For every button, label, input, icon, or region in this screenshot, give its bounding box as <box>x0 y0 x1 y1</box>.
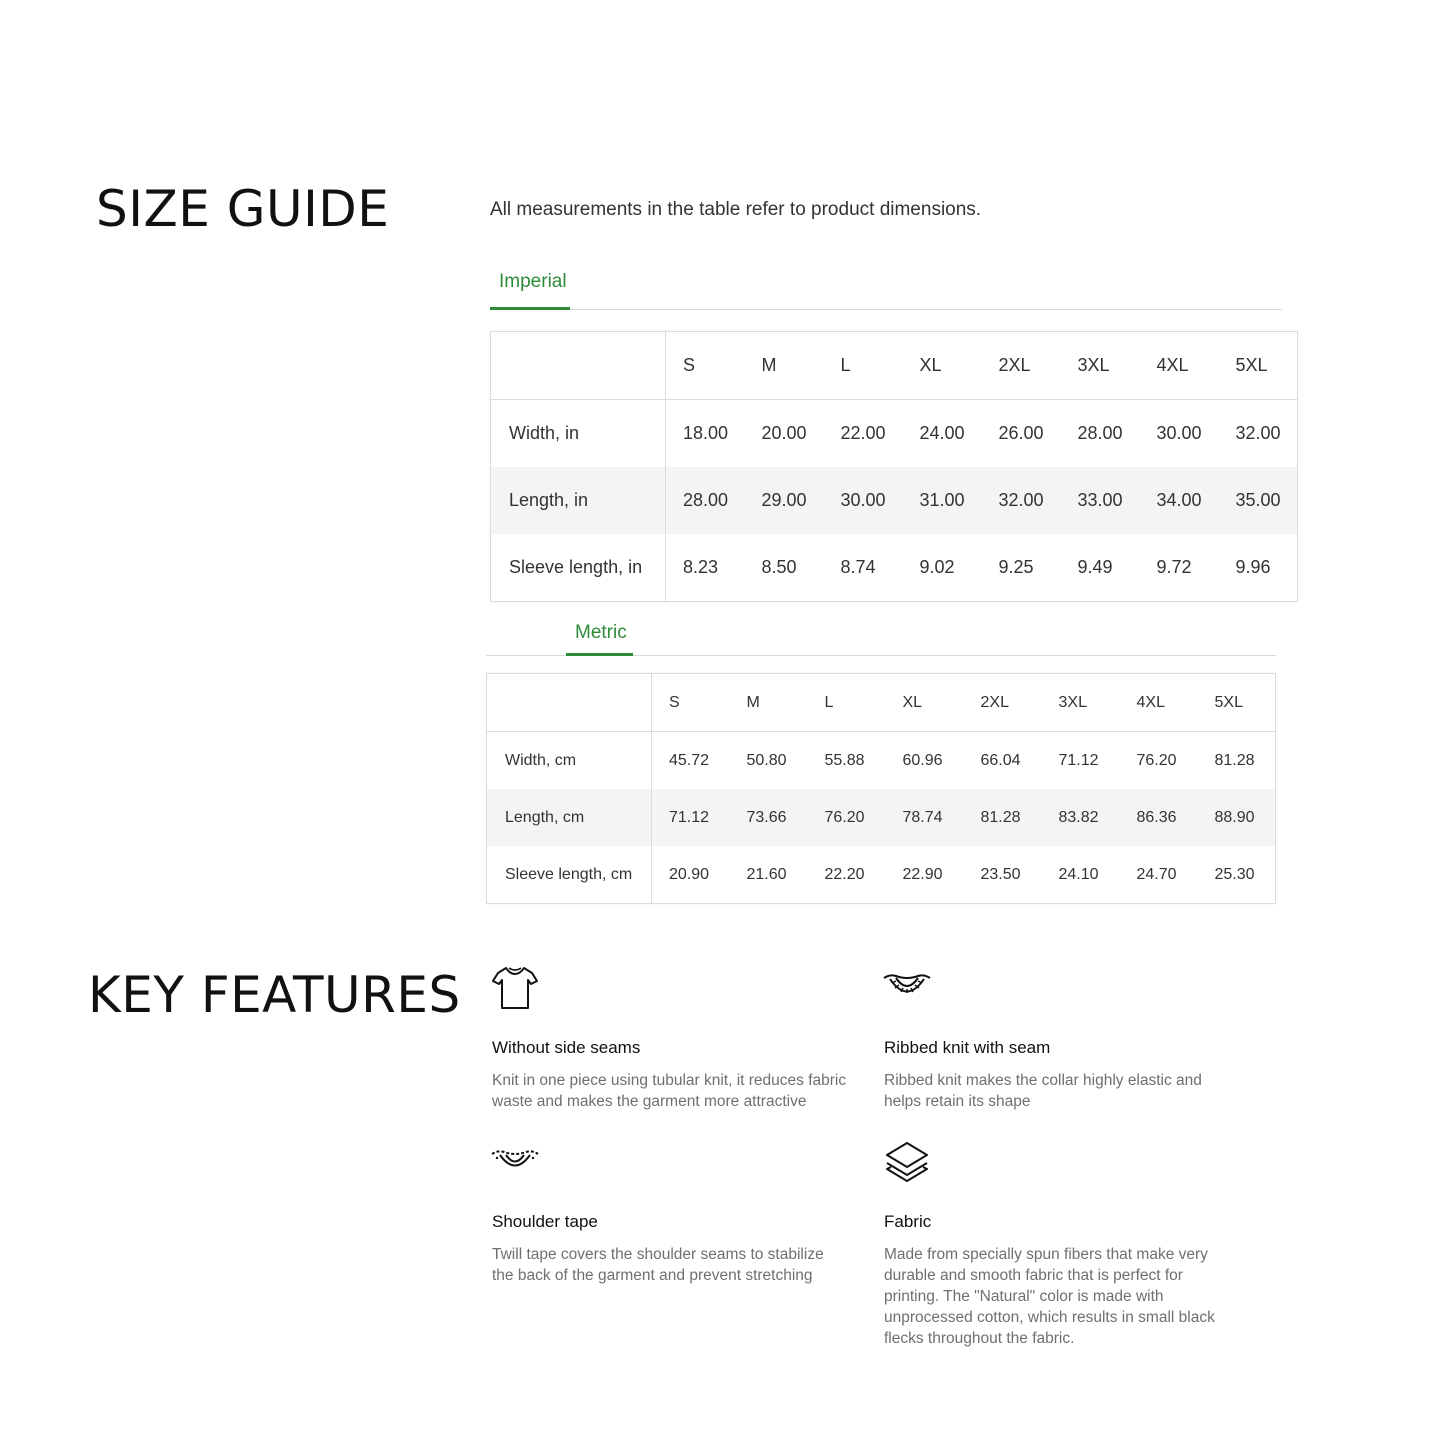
feature-ribbed-knit <box>884 964 1244 1112</box>
feature-title: Ribbed knit with seam <box>884 1038 1051 1057</box>
table-cell: 8.74 <box>840 557 876 577</box>
size-header: 2XL <box>982 332 1061 400</box>
table-cell: 76.20 <box>808 789 886 846</box>
table-cell: 45.72 <box>669 751 710 769</box>
table-row <box>491 534 1298 602</box>
size-guide-heading: SIZE GUIDE <box>96 180 390 238</box>
table-cell: 88.90 <box>1198 789 1276 846</box>
table-cell: 29.00 <box>745 467 824 534</box>
table-row <box>491 400 1298 468</box>
table-cell: 24.70 <box>1136 865 1177 883</box>
table-row <box>487 846 1276 904</box>
size-header: M <box>730 674 808 732</box>
feature-title: Shoulder tape <box>492 1212 598 1231</box>
row-label: Sleeve length, cm <box>487 846 652 904</box>
table-cell: 9.02 <box>919 557 955 577</box>
layers-icon <box>882 1138 932 1188</box>
size-header: XL <box>886 674 964 732</box>
table-cell: 50.80 <box>746 751 787 769</box>
row-label: Length, in <box>491 467 666 534</box>
size-header: L <box>824 332 903 400</box>
feature-title: Fabric <box>884 1212 932 1231</box>
table-cell: 8.23 <box>683 557 719 577</box>
table-cell: 66.04 <box>980 751 1021 769</box>
table-cell: 20.00 <box>761 423 807 443</box>
table-cell: 25.30 <box>1214 865 1255 883</box>
feature-without-side-seams <box>492 964 852 1112</box>
size-header: 5XL <box>1219 332 1298 400</box>
table-cell: 30.00 <box>1156 423 1202 443</box>
table-cell: 33.00 <box>1061 467 1140 534</box>
table-cell: 81.28 <box>1214 751 1255 769</box>
table-header-row <box>487 674 1276 732</box>
row-label: Sleeve length, in <box>491 534 666 602</box>
size-header: 2XL <box>964 674 1042 732</box>
ribbed-collar-icon <box>882 964 932 1014</box>
table-cell: 9.96 <box>1235 557 1271 577</box>
imperial-tab-divider <box>490 309 1282 310</box>
feature-description: Knit in one piece using tubular knit, it reduces fabric waste and makes the garment more attractive <box>492 1072 847 1110</box>
feature-shoulder-tape <box>492 1138 852 1286</box>
size-header: 4XL <box>1140 332 1219 400</box>
table-cell: 60.96 <box>902 751 943 769</box>
table-cell: 81.28 <box>964 789 1042 846</box>
row-label: Width, cm <box>487 732 652 790</box>
tshirt-icon <box>490 964 540 1014</box>
metric-size-table <box>486 673 1276 904</box>
measurements-note: All measurements in the table refer to product dimensions. <box>490 199 982 220</box>
table-cell: 24.10 <box>1058 865 1099 883</box>
size-header: 3XL <box>1061 332 1140 400</box>
table-cell: 24.00 <box>919 423 965 443</box>
feature-description: Twill tape covers the shoulder seams to stabilize the back of the garment and prevent stretching <box>492 1246 824 1284</box>
table-cell: 9.72 <box>1156 557 1192 577</box>
table-row <box>487 732 1276 790</box>
table-row <box>487 789 1276 846</box>
tab-metric[interactable]: Metric <box>575 622 627 643</box>
table-cell: 35.00 <box>1219 467 1298 534</box>
size-header: 4XL <box>1120 674 1198 732</box>
table-cell: 55.88 <box>824 751 865 769</box>
tab-imperial[interactable]: Imperial <box>499 271 567 292</box>
imperial-size-table <box>490 331 1298 602</box>
size-header: M <box>745 332 824 400</box>
row-label: Length, cm <box>487 789 652 846</box>
header-corner-cell <box>491 332 666 400</box>
feature-description: Ribbed knit makes the collar highly elastic and helps retain its shape <box>884 1072 1202 1110</box>
table-cell: 22.00 <box>840 423 886 443</box>
size-header: L <box>808 674 886 732</box>
size-header: 5XL <box>1198 674 1276 732</box>
table-cell: 22.20 <box>824 865 865 883</box>
table-cell: 28.00 <box>666 467 745 534</box>
table-cell: 23.50 <box>980 865 1021 883</box>
table-cell: 31.00 <box>903 467 982 534</box>
table-cell: 78.74 <box>886 789 964 846</box>
size-header: XL <box>903 332 982 400</box>
table-cell: 71.12 <box>1058 751 1099 769</box>
table-cell: 9.25 <box>998 557 1034 577</box>
table-cell: 34.00 <box>1140 467 1219 534</box>
table-cell: 8.50 <box>761 557 797 577</box>
shoulder-tape-icon <box>490 1138 540 1188</box>
feature-description: Made from specially spun fibers that make very durable and smooth fabric that is perfect for printing. The "Natural" color is made with unprocessed cotton, which results in small black flecks throughout the fabric. <box>884 1246 1215 1347</box>
table-cell: 86.36 <box>1120 789 1198 846</box>
feature-fabric <box>884 1138 1244 1349</box>
table-cell: 73.66 <box>730 789 808 846</box>
table-cell: 30.00 <box>824 467 903 534</box>
imperial-tab-indicator <box>490 307 570 310</box>
table-cell: 28.00 <box>1077 423 1123 443</box>
metric-tab-indicator <box>566 653 633 656</box>
table-row <box>491 467 1298 534</box>
table-cell: 20.90 <box>669 865 710 883</box>
header-corner-cell <box>487 674 652 732</box>
table-cell: 76.20 <box>1136 751 1177 769</box>
table-cell: 9.49 <box>1077 557 1113 577</box>
key-features-heading: KEY FEATURES <box>88 966 461 1024</box>
size-header: S <box>652 674 730 732</box>
table-cell: 21.60 <box>746 865 787 883</box>
row-label: Width, in <box>491 400 666 468</box>
size-header: S <box>666 332 745 400</box>
table-cell: 22.90 <box>902 865 943 883</box>
table-cell: 32.00 <box>1235 423 1281 443</box>
table-header-row <box>491 332 1298 400</box>
table-cell: 32.00 <box>982 467 1061 534</box>
table-cell: 18.00 <box>683 423 729 443</box>
table-cell: 83.82 <box>1042 789 1120 846</box>
table-cell: 26.00 <box>998 423 1044 443</box>
size-header: 3XL <box>1042 674 1120 732</box>
table-cell: 71.12 <box>652 789 730 846</box>
feature-title: Without side seams <box>492 1038 641 1057</box>
